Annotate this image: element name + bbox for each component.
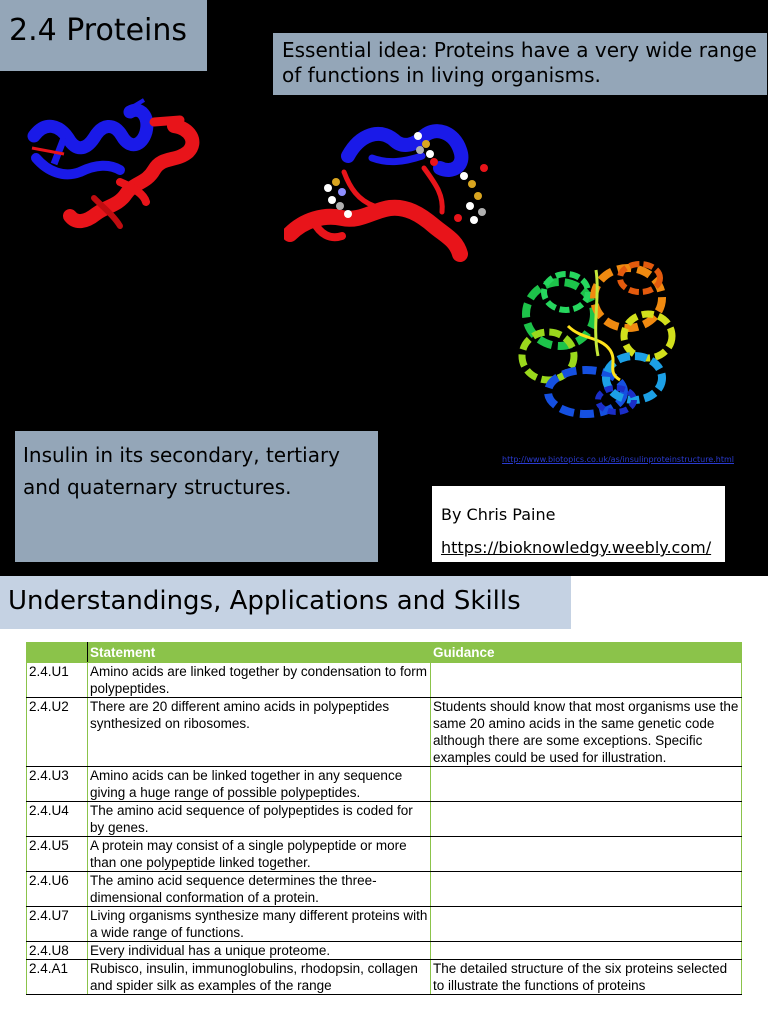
row-statement: The amino acid sequence of polypeptides is coded for by genes. xyxy=(88,802,431,837)
row-statement: Amino acids are linked together by condensation to form polypeptides. xyxy=(88,663,431,698)
row-guidance: Students should know that most organisms use the same 20 amino acids in the same genetic code although there are some exceptions. Specific examples could be used for illustration. xyxy=(431,698,742,767)
row-code: 2.4.U6 xyxy=(27,872,88,907)
essential-idea-box xyxy=(273,33,767,95)
insulin-quaternary-structure-image xyxy=(508,256,684,422)
row-guidance xyxy=(431,802,742,837)
row-statement: Every individual has a unique proteome. xyxy=(88,942,431,960)
table-row xyxy=(27,698,742,767)
essential-idea-text: Essential idea: Proteins have a very wide range of functions in living organisms. xyxy=(282,38,757,87)
table-row xyxy=(27,663,742,698)
row-code: 2.4.U2 xyxy=(27,698,88,767)
row-code: 2.4.U7 xyxy=(27,907,88,942)
row-statement: Rubisco, insulin, immunoglobulins, rhodopsin, collagen and spider silk as examples of the range xyxy=(88,960,431,995)
table-row xyxy=(27,942,742,960)
image-source-link[interactable]: http://www.biotopics.co.uk/as/insulinproteinstructure.html xyxy=(502,455,734,464)
row-guidance xyxy=(431,872,742,907)
row-code: 2.4.U3 xyxy=(27,767,88,802)
table-row xyxy=(27,960,742,995)
row-statement: The amino acid sequence determines the three-dimensional conformation of a protein. xyxy=(88,872,431,907)
insulin-tertiary-structure-image xyxy=(284,122,506,264)
row-code: 2.4.U4 xyxy=(27,802,88,837)
header-statement: Statement xyxy=(88,643,431,663)
caption-box xyxy=(15,431,378,562)
credit-website-link[interactable]: https://bioknowledgy.weebly.com/ xyxy=(441,538,712,557)
row-guidance xyxy=(431,907,742,942)
table-row xyxy=(27,767,742,802)
table-row xyxy=(27,837,742,872)
row-statement: There are 20 different amino acids in polypeptides synthesized on ribosomes. xyxy=(88,698,431,767)
row-code: 2.4.U1 xyxy=(27,663,88,698)
row-guidance xyxy=(431,837,742,872)
table-header-row xyxy=(27,643,742,663)
row-guidance xyxy=(431,663,742,698)
table-row xyxy=(27,907,742,942)
credit-author: By Chris Paine xyxy=(441,505,556,524)
understandings-table xyxy=(26,642,742,995)
row-guidance xyxy=(431,942,742,960)
heading-box xyxy=(0,576,571,629)
table-row xyxy=(27,802,742,837)
row-guidance: The detailed structure of the six proteins selected to illustrate the functions of proteins xyxy=(431,960,742,995)
row-code: 2.4.U5 xyxy=(27,837,88,872)
caption-text: Insulin in its secondary, tertiary and quaternary structures. xyxy=(23,443,341,499)
table-row xyxy=(27,872,742,907)
row-statement: Amino acids can be linked together in any sequence giving a huge range of possible polypeptides. xyxy=(88,767,431,802)
row-guidance xyxy=(431,767,742,802)
row-statement: A protein may consist of a single polypeptide or more than one polypeptide linked together. xyxy=(88,837,431,872)
header-guidance: Guidance xyxy=(431,643,742,663)
header-code xyxy=(27,643,88,663)
title-box xyxy=(0,0,207,71)
slide-title: 2.4 Proteins xyxy=(9,13,188,48)
understandings-slide xyxy=(0,576,768,1024)
row-code: 2.4.U8 xyxy=(27,942,88,960)
credit-box xyxy=(432,486,725,562)
row-code: 2.4.A1 xyxy=(27,960,88,995)
row-statement: Living organisms synthesize many different proteins with a wide range of functions. xyxy=(88,907,431,942)
slide-heading: Understandings, Applications and Skills xyxy=(8,586,521,616)
insulin-secondary-structure-image xyxy=(24,98,206,236)
